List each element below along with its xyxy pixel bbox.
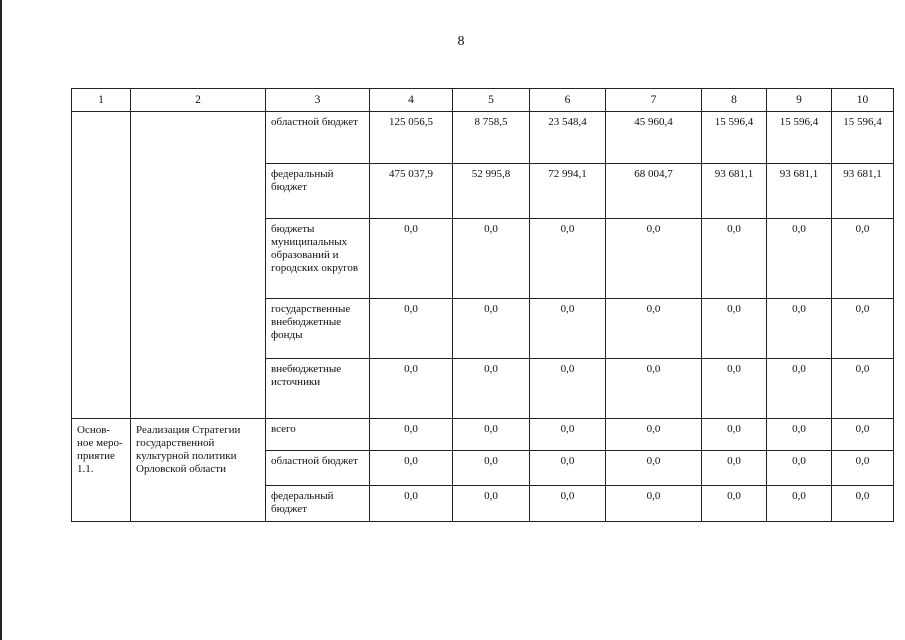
header-cell: 1 [72,89,131,112]
funding-source-cell: областной бюджет [266,112,370,164]
header-cell: 2 [131,89,266,112]
value-cell: 0,0 [702,359,767,419]
value-cell: 0,0 [370,219,453,299]
budget-table [71,88,894,522]
value-cell: 0,0 [606,299,702,359]
value-cell: 93 681,1 [702,164,767,219]
value-cell: 0,0 [767,299,832,359]
value-cell: 0,0 [702,486,767,522]
value-cell: 0,0 [606,359,702,419]
value-cell: 0,0 [530,419,606,451]
value-cell: 0,0 [702,451,767,486]
value-cell: 0,0 [606,419,702,451]
value-cell: 45 960,4 [606,112,702,164]
header-cell: 8 [702,89,767,112]
activity-name-cell: Реализация Стратегии государственной культурной политики Орловской области [131,419,266,522]
value-cell: 0,0 [530,219,606,299]
header-cell: 3 [266,89,370,112]
table-row [72,112,894,164]
value-cell: 0,0 [606,219,702,299]
value-cell: 0,0 [530,486,606,522]
value-cell: 0,0 [453,299,530,359]
value-cell: 0,0 [606,451,702,486]
value-cell: 0,0 [832,451,894,486]
page-number: 8 [457,34,465,49]
value-cell: 0,0 [530,359,606,419]
header-cell: 9 [767,89,832,112]
page-edge-rule [0,0,2,640]
value-cell: 0,0 [702,419,767,451]
value-cell: 0,0 [606,486,702,522]
funding-source-cell: федеральный бюджет [266,164,370,219]
value-cell: 0,0 [453,359,530,419]
value-cell: 15 596,4 [767,112,832,164]
status-cell-empty [72,112,131,419]
value-cell: 0,0 [832,359,894,419]
value-cell: 0,0 [767,486,832,522]
value-cell: 52 995,8 [453,164,530,219]
funding-source-cell: внебюджетные источники [266,359,370,419]
value-cell: 0,0 [370,419,453,451]
value-cell: 8 758,5 [453,112,530,164]
value-cell: 0,0 [453,486,530,522]
header-cell: 4 [370,89,453,112]
value-cell: 0,0 [767,419,832,451]
value-cell: 0,0 [832,299,894,359]
value-cell: 0,0 [767,451,832,486]
header-cell: 5 [453,89,530,112]
value-cell: 0,0 [530,451,606,486]
value-cell: 0,0 [453,419,530,451]
value-cell: 68 004,7 [606,164,702,219]
header-cell: 10 [832,89,894,112]
value-cell: 0,0 [370,486,453,522]
value-cell: 23 548,4 [530,112,606,164]
value-cell: 93 681,1 [832,164,894,219]
header-cell: 7 [606,89,702,112]
value-cell: 0,0 [453,451,530,486]
value-cell: 0,0 [530,299,606,359]
value-cell: 125 056,5 [370,112,453,164]
header-cell: 6 [530,89,606,112]
value-cell: 0,0 [832,219,894,299]
value-cell: 93 681,1 [767,164,832,219]
value-cell: 0,0 [767,219,832,299]
value-cell: 0,0 [702,219,767,299]
value-cell: 0,0 [832,486,894,522]
funding-source-cell: государственные внебюджетные фонды [266,299,370,359]
funding-source-cell: бюджеты муниципальных образований и городских округов [266,219,370,299]
value-cell: 0,0 [832,419,894,451]
value-cell: 0,0 [453,219,530,299]
funding-source-cell: всего [266,419,370,451]
value-cell: 0,0 [370,299,453,359]
value-cell: 475 037,9 [370,164,453,219]
table-row [72,419,894,451]
value-cell: 15 596,4 [832,112,894,164]
activity-status-cell: Основ-ное меро-приятие 1.1. [72,419,131,522]
funding-source-cell: областной бюджет [266,451,370,486]
value-cell: 15 596,4 [702,112,767,164]
name-cell-empty [131,112,266,419]
value-cell: 0,0 [702,299,767,359]
funding-source-cell: федеральный бюджет [266,486,370,522]
value-cell: 0,0 [767,359,832,419]
value-cell: 72 994,1 [530,164,606,219]
header-row [72,89,894,112]
value-cell: 0,0 [370,451,453,486]
value-cell: 0,0 [370,359,453,419]
